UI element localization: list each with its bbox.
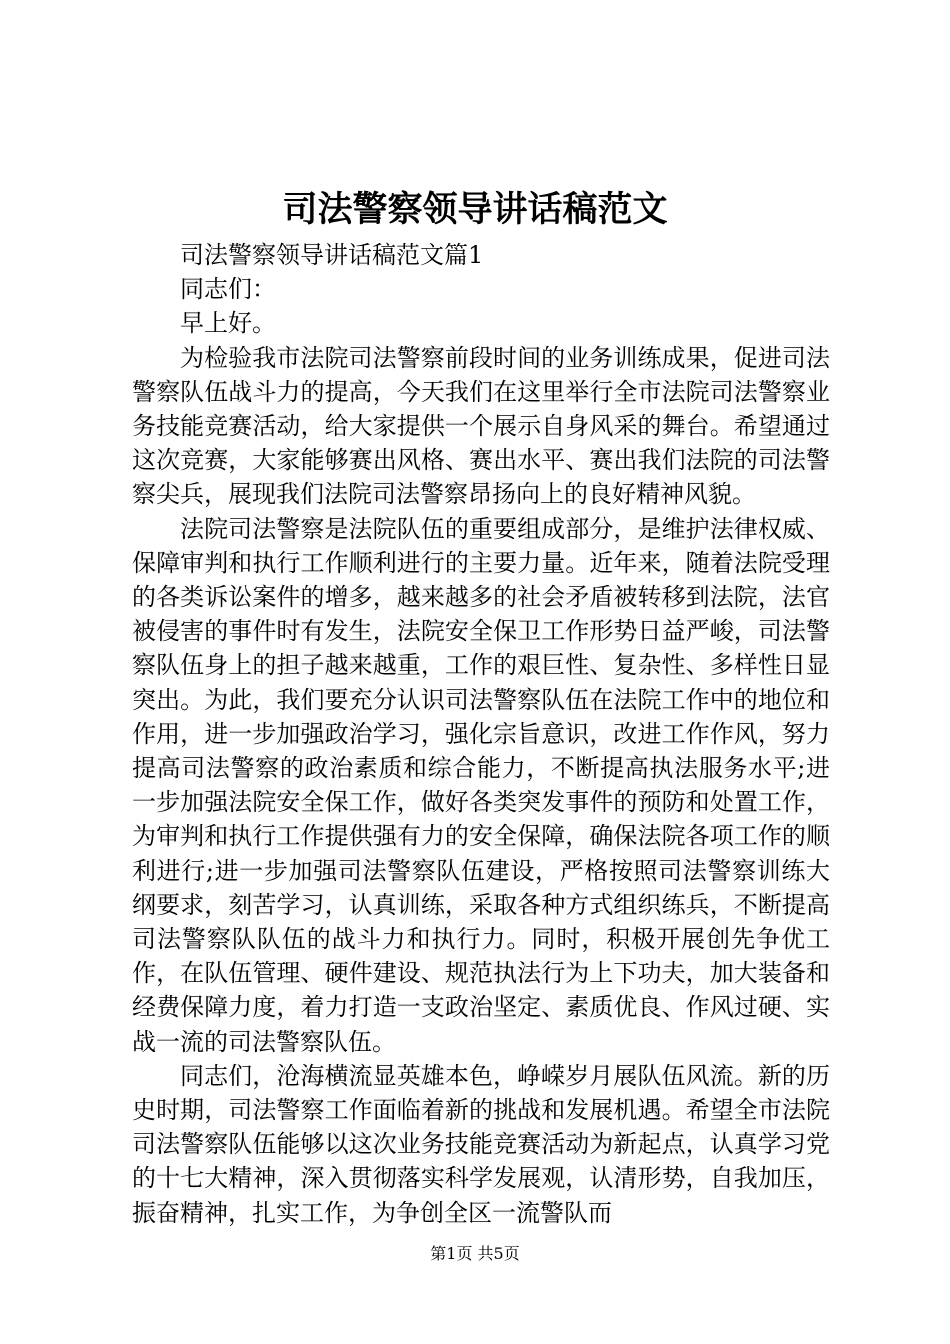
- document-title: 司法警察领导讲话稿范文: [282, 189, 668, 230]
- paragraph: 为检验我市法院司法警察前段时间的业务训练成果，促进司法警察队伍战斗力的提高，今天我们在这里举行全市法院司法警察业务技能竞赛活动，给大家提供一个展示自身风采的舞台。希望通过这次竞赛，大家能够赛出风格、赛出水平、赛出我们法院的司法警察尖兵，展现我们法院司法警察昂扬向上的良好精神风貌。: [132, 343, 830, 509]
- document-body: [132, 238, 830, 1230]
- paragraph: 同志们，沧海横流显英雄本色，峥嵘岁月展队伍风流。新的历史时期，司法警察工作面临着新的挑战和发展机遇。希望全市法院司法警察队伍能够以这次业务技能竞赛活动为新起点，认真学习党的十七大精神，深入贯彻落实科学发展观，认清形势，自我加压，振奋精神，扎实工作，为争创全区一流警队而: [132, 1061, 830, 1227]
- paragraph: 法院司法警察是法院队伍的重要组成部分，是维护法律权威、保障审判和执行工作顺利进行的主要力量。近年来，随着法院受理的各类诉讼案件的增多，越来越多的社会矛盾被转移到法院，法官被侵害的事件时有发生，法院安全保卫工作形势日益严峻，司法警察队伍身上的担子越来越重，工作的艰巨性、复杂性、多样性日显突出。为此，我们要充分认识司法警察队伍在法院工作中的地位和作用，进一步加强政治学习，强化宗旨意识，改进工作作风，努力提高司法警察的政治素质和综合能力，不断提高执法服务水平;进一步加强法院安全保工作，做好各类突发事件的预防和处置工作，为审判和执行工作提供强有力的安全保障，确保法院各项工作的顺利进行;进一步加强司法警察队伍建设，严格按照司法警察训练大纲要求，刻苦学习，认真训练，采取各种方式组织练兵，不断提高司法警察队队伍的战斗力和执行力。同时，积极开展创先争优工作，在队伍管理、硬件建设、规范执法行为上下功夫，加大装备和经费保障力度，着力打造一支政治坚定、素质优良、作风过硬、实战一流的司法警察队伍。: [132, 514, 830, 1056]
- paragraph-salutation: 同志们：: [180, 275, 276, 304]
- paragraph-greeting: 早上好。: [180, 309, 276, 338]
- paragraph-heading: 司法警察领导讲话稿范文篇1: [180, 241, 484, 269]
- page-number-footer: 第1页 共5页: [430, 1244, 520, 1263]
